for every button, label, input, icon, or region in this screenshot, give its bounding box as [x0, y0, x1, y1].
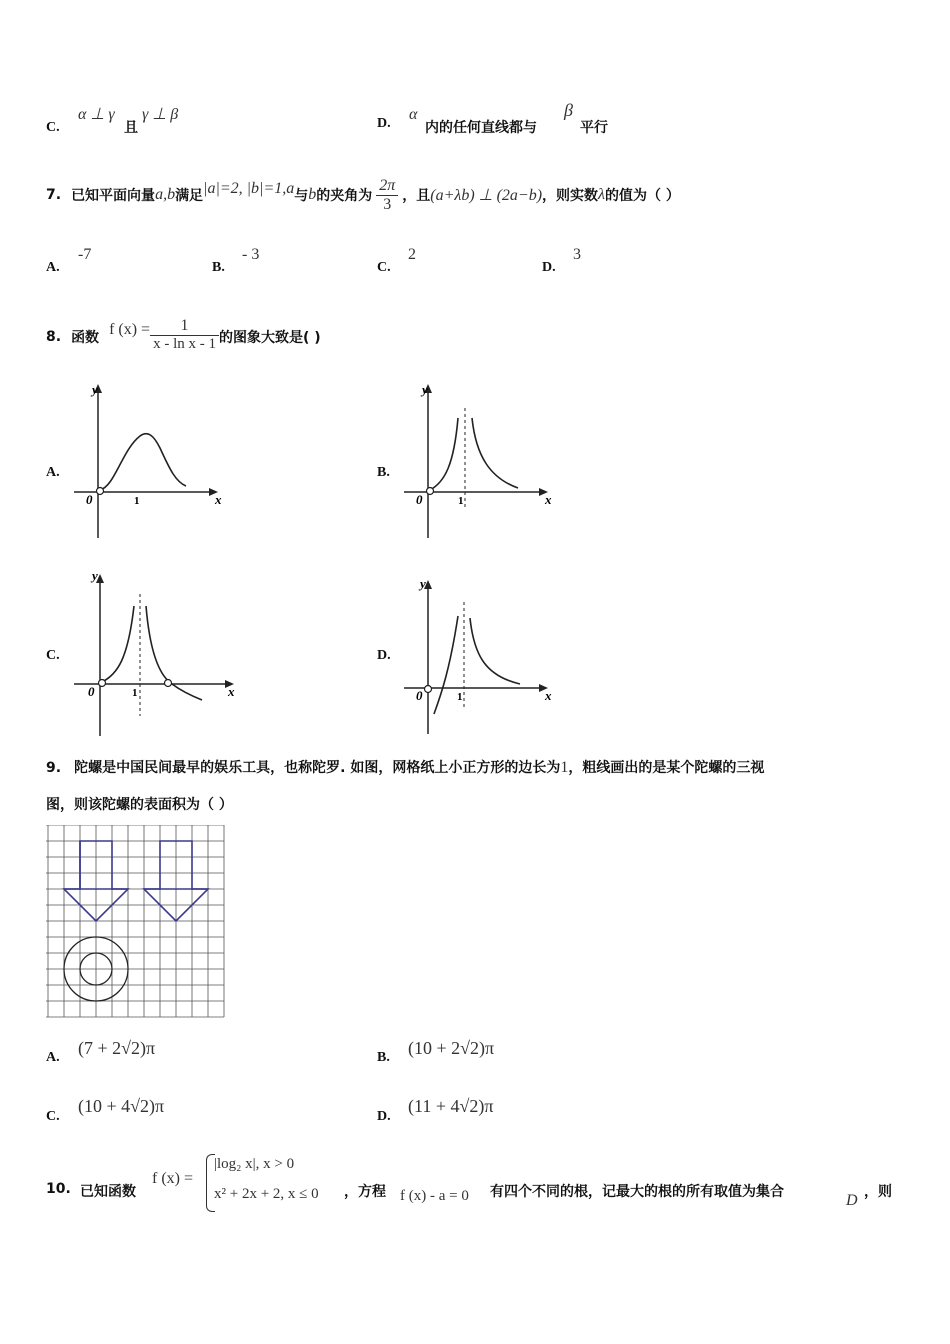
q7-option-d-value: 3: [573, 246, 581, 263]
q6-d-label: D.: [377, 116, 391, 131]
q6-c-math1: α ⊥ γ: [78, 106, 115, 123]
fraction-numerator: 1: [150, 317, 219, 336]
q10-text4: ，则: [864, 1184, 892, 1200]
q7-math-ab: a,b: [155, 186, 176, 203]
q9-option-b-label: B.: [377, 1050, 390, 1065]
q7-fraction: [376, 177, 398, 214]
origin-label: 0: [416, 492, 423, 507]
question-number: 8.: [46, 329, 62, 345]
y-axis-label: y: [92, 382, 98, 397]
q8-graph-c: [60, 566, 250, 741]
q10-text3: 有四个不同的根，记最大的根的所有取值为集合: [490, 1184, 784, 1200]
q10-case1: |log₂ x|, x > 0: [214, 1156, 295, 1172]
x-axis-label: x: [215, 492, 222, 507]
tick-label-1: 1: [132, 687, 138, 699]
y-axis-label: y: [92, 568, 98, 583]
q7-math-perp: (a+λb) ⊥ (2a−b): [430, 187, 543, 204]
q9-text: 陀螺是中国民间最早的娱乐工具，也称陀罗. 如图，网格纸上小正方形的边长为: [74, 760, 561, 776]
q6-option-c: [46, 116, 60, 136]
q7-text: 已知平面向量: [71, 188, 156, 204]
q7-text: ，且: [402, 188, 431, 204]
q8-text: 函数: [71, 330, 100, 346]
tick-label-1: 1: [457, 691, 463, 703]
q7-text: 与: [294, 188, 309, 204]
q7-math-lambda: λ: [598, 186, 605, 203]
origin-label: 0: [88, 684, 95, 699]
q8-graph-b: [390, 378, 560, 548]
question-9-line2: 图，则该陀螺的表面积为（ ）: [46, 797, 233, 813]
origin-label: 0: [416, 688, 423, 703]
x-axis-label: x: [545, 492, 552, 507]
q8-graph-d-label: D.: [377, 648, 391, 663]
q6-c-text: 且: [124, 120, 138, 136]
q7-option-d-label: D.: [542, 260, 556, 275]
y-axis-label: y: [422, 382, 428, 397]
q6-d-text2: 平行: [580, 120, 608, 136]
q8-graph-c-label: C.: [46, 648, 60, 663]
q10-math-D: D: [846, 1192, 858, 1209]
question-7: [46, 160, 680, 230]
q7-option-b-value: - 3: [242, 246, 260, 263]
q7-math-b: b: [308, 186, 317, 203]
q8-text: 的图象大致是( ): [219, 330, 321, 346]
q10-case2: x² + 2x + 2, x ≤ 0: [214, 1186, 319, 1202]
question-8: [46, 302, 321, 372]
q7-text: 的夹角为: [316, 188, 373, 204]
q6-c-math2: γ ⊥ β: [142, 106, 179, 123]
q10-text1: 已知函数: [80, 1184, 136, 1200]
fraction-denominator: x - ln x - 1: [153, 336, 216, 352]
tick-label-1: 1: [458, 495, 464, 507]
q10-math-eq: f (x) - a = 0: [400, 1188, 469, 1204]
q8-graph-a-label: A.: [46, 465, 60, 480]
q9-three-view-figure: [46, 825, 230, 1025]
tick-label-1: 1: [134, 495, 140, 507]
q8-math-f: f (x) =: [109, 321, 151, 338]
q9-option-d-label: D.: [377, 1109, 391, 1124]
y-axis-label: y: [420, 576, 426, 591]
option-label: C.: [46, 120, 60, 135]
x-axis-label: x: [228, 684, 235, 699]
q7-option-a-value: -7: [78, 246, 92, 263]
question-number: 7.: [46, 187, 62, 203]
q8-graph-d: [390, 572, 560, 742]
q7-text: 满足: [175, 188, 204, 204]
q8-graph-b-label: B.: [377, 465, 390, 480]
q7-option-a-label: A.: [46, 260, 60, 275]
fraction-denominator: 3: [383, 195, 392, 213]
origin-label: 0: [86, 492, 93, 507]
q9-option-c-label: C.: [46, 1109, 60, 1124]
q7-option-c-label: C.: [377, 260, 391, 275]
q6-d-text: 内的任何直线都与: [425, 120, 537, 136]
q9-option-a-label: A.: [46, 1050, 60, 1065]
q9-option-c-value: (10 + 4√2)π: [78, 1096, 165, 1116]
q7-text: 的值为（ ）: [604, 188, 680, 204]
x-axis-label: x: [545, 688, 552, 703]
q9-option-d-value: (11 + 4√2)π: [408, 1096, 494, 1116]
q9-option-b-value: (10 + 2√2)π: [408, 1038, 495, 1058]
question-9-line1: [46, 757, 764, 777]
q10-number: 10.: [46, 1181, 71, 1197]
q9-option-a-value: (7 + 2√2)π: [78, 1038, 156, 1058]
q10-math-f: f (x) =: [152, 1170, 194, 1187]
q8-graph-a: [60, 378, 230, 548]
q9-text: ，粗线画出的是某个陀螺的三视: [568, 760, 765, 776]
question-number: 9.: [46, 760, 62, 776]
q7-text: ，则实数: [542, 188, 599, 204]
q6-d-math1: α: [409, 106, 418, 123]
q6-d-math2: β: [564, 100, 573, 120]
q7-option-b-label: B.: [212, 260, 225, 275]
q7-math-cond: |a|=2, |b|=1,a: [203, 180, 295, 197]
q8-fraction: [150, 317, 219, 353]
q10-text2: ，方程: [344, 1184, 386, 1200]
fraction-numerator: 2π: [376, 177, 398, 196]
q9-math-one: 1: [560, 759, 569, 776]
q7-option-c-value: 2: [408, 246, 416, 263]
